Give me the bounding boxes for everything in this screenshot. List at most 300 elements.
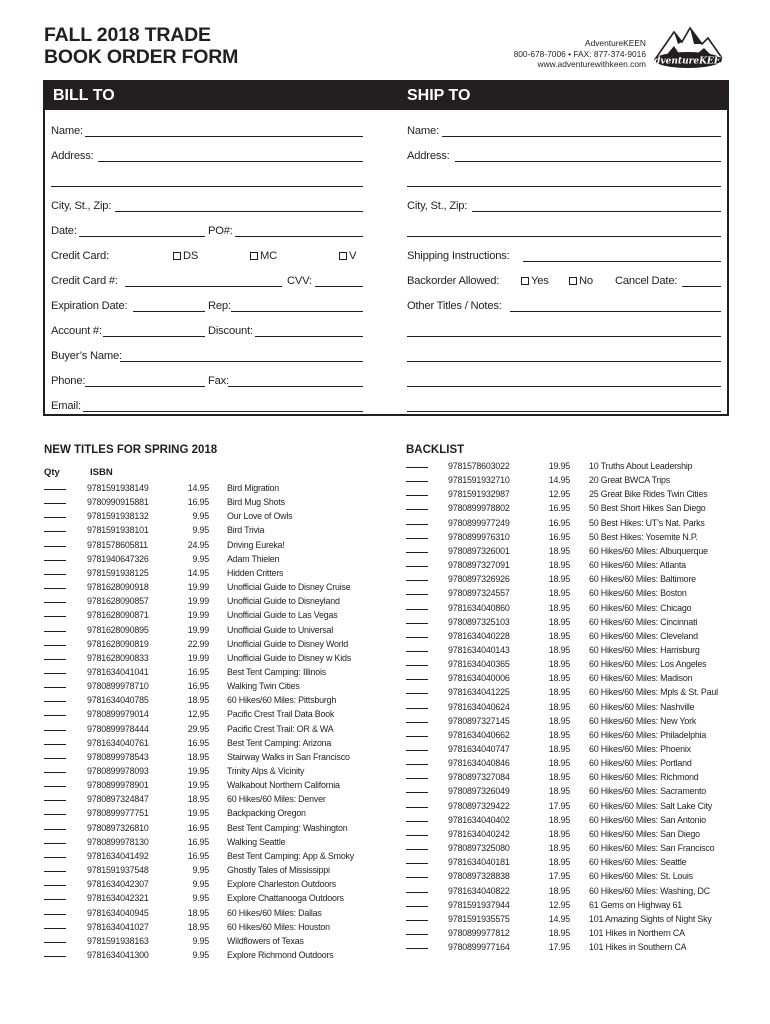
qty-field[interactable] [44, 588, 66, 589]
qty-field[interactable] [406, 580, 428, 581]
qty-field[interactable] [44, 857, 66, 858]
qty-field[interactable] [406, 750, 428, 751]
fax-field[interactable] [228, 386, 363, 387]
email-label: Email: [51, 400, 81, 412]
qty-field[interactable] [406, 835, 428, 836]
qty-field[interactable] [44, 885, 66, 886]
qty-field[interactable] [406, 920, 428, 921]
book-row [406, 827, 731, 841]
qty-field[interactable] [406, 792, 428, 793]
qty-field[interactable] [44, 517, 66, 518]
qty-field[interactable] [406, 778, 428, 779]
book-row [406, 615, 731, 629]
book-row [44, 651, 374, 665]
qty-field[interactable] [44, 772, 66, 773]
qty-field[interactable] [44, 758, 66, 759]
no-checkbox[interactable] [569, 277, 577, 285]
backorder-yes-option[interactable] [521, 275, 549, 288]
isbn-cell: 9780899976310 [448, 531, 510, 542]
title-cell: 60 Hikes/60 Miles: New York [589, 715, 697, 726]
qty-field[interactable] [44, 645, 66, 646]
qty-field[interactable] [406, 877, 428, 878]
notes-line-4[interactable] [407, 411, 721, 412]
qty-field[interactable] [406, 481, 428, 482]
isbn-cell: 9781634040365 [448, 659, 510, 670]
isbn-cell: 9781591938101 [87, 525, 149, 536]
book-row [406, 601, 731, 615]
qty-field[interactable] [44, 730, 66, 731]
qty-field[interactable] [44, 899, 66, 900]
price-cell: 18.95 [548, 560, 570, 571]
title-cell: Our Love of Owls [227, 511, 293, 522]
title-cell: 60 Hikes/60 Miles: Baltimore [589, 574, 696, 585]
price-cell: 18.95 [548, 857, 570, 868]
card-number-label: Credit Card #: [51, 275, 118, 287]
book-row [44, 566, 374, 580]
rep-label: Rep: [208, 300, 231, 312]
cancel-date-field[interactable] [682, 286, 721, 287]
shipping-instructions-field[interactable] [523, 261, 721, 262]
price-cell: 16.95 [187, 681, 209, 692]
title-cell: Ghostly Tales of Mississippi [227, 865, 330, 876]
book-row [406, 558, 731, 572]
email-field[interactable] [83, 411, 363, 412]
title-cell: 60 Hikes/60 Miles: Cincinnati [589, 616, 698, 627]
title-cell: 60 Hikes/60 Miles: San Diego [589, 828, 700, 839]
other-titles-label: Other Titles / Notes: [407, 300, 502, 312]
qty-field[interactable] [406, 722, 428, 723]
qty-field[interactable] [44, 744, 66, 745]
qty-field[interactable] [406, 509, 428, 510]
title-cell: Hidden Critters [227, 567, 284, 578]
qty-field[interactable] [406, 849, 428, 850]
price-cell: 18.95 [548, 715, 570, 726]
qty-field[interactable] [44, 843, 66, 844]
title-cell: Best Tent Camping: Arizona [227, 737, 332, 748]
title-cell: Explore Charleston Outdoors [227, 879, 337, 890]
price-cell: 18.95 [548, 828, 570, 839]
rep-field[interactable] [231, 311, 363, 312]
book-row [406, 799, 731, 813]
price-cell: 19.99 [187, 610, 209, 621]
ds-option[interactable] [173, 250, 198, 263]
price-cell: 16.95 [187, 666, 209, 677]
book-row [406, 841, 731, 855]
qty-field[interactable] [44, 701, 66, 702]
qty-field[interactable] [406, 623, 428, 624]
other-titles-field[interactable] [510, 311, 721, 312]
price-cell: 14.95 [187, 567, 209, 578]
bill-address-field[interactable] [98, 161, 363, 162]
book-row [44, 707, 374, 721]
price-cell: 18.95 [187, 751, 209, 762]
book-row [406, 487, 731, 501]
qty-field[interactable] [406, 693, 428, 694]
price-cell: 18.95 [548, 659, 570, 670]
notes-line-1[interactable] [407, 336, 721, 337]
isbn-cell: 9781591937944 [448, 899, 510, 910]
price-cell: 9.95 [192, 935, 209, 946]
qty-field[interactable] [44, 574, 66, 575]
price-cell: 24.95 [187, 539, 209, 550]
book-row [44, 693, 374, 707]
book-row [44, 835, 374, 849]
backorder-no-option[interactable] [569, 275, 593, 288]
v-option[interactable] [339, 250, 356, 263]
book-row [44, 821, 374, 835]
isbn-column-header: ISBN [90, 467, 113, 478]
isbn-cell: 9780899978130 [87, 836, 149, 847]
book-row [406, 926, 731, 940]
title-line-2: BOOK ORDER FORM [44, 46, 239, 68]
qty-field[interactable] [406, 651, 428, 652]
isbn-cell: 9780899977249 [448, 517, 510, 528]
buyer-name-field[interactable] [120, 361, 363, 362]
box-header-band [45, 82, 727, 110]
book-row [406, 685, 731, 699]
price-cell: 9.95 [192, 865, 209, 876]
title-cell: 60 Hikes/60 Miles: Philadelphia [589, 729, 707, 740]
book-row [406, 530, 731, 544]
isbn-cell: 9781591938149 [87, 483, 149, 493]
cvv-label: CVV: [287, 275, 312, 287]
title-cell: Driving Eureka! [227, 539, 285, 550]
book-row [406, 869, 731, 883]
title-line-1: FALL 2018 TRADE [44, 24, 211, 46]
title-cell: Unofficial Guide to Universal [227, 624, 334, 635]
price-cell: 18.95 [548, 885, 570, 896]
price-cell: 22.99 [187, 638, 209, 649]
title-cell: 60 Hikes/60 Miles: St. Louis [589, 871, 693, 882]
title-cell: 60 Hikes/60 Miles: Cleveland [589, 630, 698, 641]
qty-field[interactable] [44, 928, 66, 929]
price-cell: 19.95 [187, 766, 209, 776]
isbn-cell: 9780899977751 [87, 808, 149, 819]
isbn-cell: 9781628090819 [87, 638, 149, 649]
isbn-cell: 9781634040822 [448, 885, 510, 896]
card-number-field[interactable] [125, 286, 282, 287]
title-cell: Unofficial Guide to Disneyland [227, 596, 340, 607]
price-cell: 14.95 [548, 913, 570, 924]
book-row [406, 714, 731, 728]
isbn-cell: 9780897327084 [448, 772, 510, 783]
qty-field[interactable] [44, 786, 66, 787]
qty-field[interactable] [44, 531, 66, 532]
fax-label: Fax: [208, 375, 229, 387]
isbn-cell: 9781634041492 [87, 850, 149, 861]
isbn-cell: 9781628090918 [87, 582, 149, 593]
price-cell: 18.95 [548, 927, 570, 938]
price-cell: 18.95 [548, 588, 570, 599]
ship-address-label: Address: [407, 150, 450, 162]
isbn-cell: 9781591938132 [87, 511, 149, 522]
price-cell: 12.95 [548, 489, 570, 500]
title-cell: 60 Hikes/60 Miles: San Antonio [589, 814, 706, 825]
shipping-instructions-label: Shipping Instructions: [407, 250, 510, 262]
qty-field[interactable] [44, 602, 66, 603]
qty-field[interactable] [406, 637, 428, 638]
price-cell: 16.95 [187, 850, 209, 861]
qty-field[interactable] [406, 892, 428, 893]
isbn-cell: 9780897327091 [448, 560, 510, 571]
isbn-cell: 9781591938163 [87, 935, 149, 946]
qty-field[interactable] [44, 616, 66, 617]
price-cell: 18.95 [548, 744, 570, 754]
price-cell: 16.95 [187, 497, 209, 508]
ds-checkbox[interactable] [173, 252, 181, 260]
qty-field[interactable] [406, 524, 428, 525]
isbn-cell: 9780899978543 [87, 751, 149, 762]
book-row [44, 580, 374, 594]
price-cell: 18.95 [548, 644, 570, 655]
ship-extra-line[interactable] [407, 236, 721, 237]
qty-field[interactable] [44, 956, 66, 957]
qty-field[interactable] [406, 821, 428, 822]
isbn-cell: 9781634041225 [448, 687, 510, 698]
qty-field[interactable] [44, 871, 66, 872]
bill-to-heading: BILL TO [53, 87, 115, 104]
ship-name-label: Name: [407, 125, 439, 137]
title-cell: 60 Hikes/60 Miles: Harrisburg [589, 644, 700, 655]
title-cell: 101 Hikes in Northern CA [589, 927, 685, 938]
book-row [44, 948, 374, 962]
qty-field[interactable] [406, 934, 428, 935]
isbn-cell: 9781591938125 [87, 567, 149, 578]
v-label: V [349, 250, 357, 262]
qty-field[interactable] [44, 942, 66, 943]
qty-field[interactable] [44, 715, 66, 716]
title-cell: 50 Best Hikes: UT’s Nat. Parks [589, 517, 705, 528]
price-cell: 18.95 [548, 786, 570, 797]
ds-label: DS [183, 250, 199, 262]
title-cell: Bird Mug Shots [227, 497, 285, 508]
qty-field[interactable] [406, 764, 428, 765]
price-cell: 18.95 [548, 687, 570, 698]
price-cell: 18.95 [548, 814, 570, 825]
qty-field[interactable] [406, 538, 428, 539]
qty-field[interactable] [406, 906, 428, 907]
title-cell: 25 Great Bike Rides Twin Cities [589, 489, 708, 500]
ship-name-field[interactable] [442, 136, 721, 137]
book-row [406, 516, 731, 530]
qty-field[interactable] [406, 594, 428, 595]
book-row [406, 629, 731, 643]
title-cell: 60 Hikes/60 Miles: Madison [589, 673, 693, 684]
qty-field[interactable] [406, 609, 428, 610]
form-title [44, 24, 238, 68]
title-cell: Explore Richmond Outdoors [227, 949, 334, 960]
price-cell: 16.95 [548, 531, 570, 542]
adventurekeen-logo [647, 22, 729, 72]
backorder-label: Backorder Allowed: [407, 275, 500, 287]
qty-field[interactable] [406, 566, 428, 567]
title-cell: 10 Truths About Leadership [589, 461, 693, 471]
isbn-cell: 9781634040846 [448, 758, 510, 769]
title-cell: 101 Amazing Sights of Night Sky [589, 913, 712, 924]
qty-field[interactable] [406, 807, 428, 808]
isbn-cell: 9781634040242 [448, 828, 510, 839]
price-cell: 18.95 [548, 758, 570, 769]
book-row [406, 572, 731, 586]
book-row [44, 750, 374, 764]
notes-line-2[interactable] [407, 361, 721, 362]
qty-field[interactable] [44, 814, 66, 815]
book-row [44, 608, 374, 622]
qty-field[interactable] [44, 631, 66, 632]
isbn-cell: 9781578603022 [448, 461, 510, 471]
qty-field[interactable] [406, 863, 428, 864]
qty-field[interactable] [406, 495, 428, 496]
isbn-cell: 9781634040662 [448, 729, 510, 740]
price-cell: 18.95 [548, 729, 570, 740]
qty-field[interactable] [44, 800, 66, 801]
title-cell: Pacific Crest Trail Data Book [227, 709, 335, 720]
title-cell: 60 Hikes/60 Miles: Sacramento [589, 786, 707, 797]
title-cell: Unofficial Guide to Disney w Kids [227, 652, 351, 663]
title-cell: 20 Great BWCA Trips [589, 475, 671, 486]
qty-field[interactable] [406, 552, 428, 553]
isbn-cell: 9781591937548 [87, 865, 149, 876]
price-cell: 16.95 [187, 836, 209, 847]
price-cell: 14.95 [187, 483, 209, 493]
isbn-cell: 9781634042307 [87, 879, 149, 890]
book-row [406, 700, 731, 714]
price-cell: 9.95 [192, 949, 209, 960]
isbn-cell: 9780897328838 [448, 871, 510, 882]
qty-field[interactable] [44, 546, 66, 547]
isbn-cell: 9780899978710 [87, 681, 149, 692]
qty-field[interactable] [44, 489, 66, 490]
title-cell: 60 Hikes/60 Miles: Pittsburgh [227, 695, 337, 706]
date-field[interactable] [79, 236, 205, 237]
book-row [44, 806, 374, 820]
book-row [44, 495, 374, 509]
title-cell: Unofficial Guide to Las Vegas [227, 610, 338, 621]
discount-label: Discount: [208, 325, 253, 337]
ship-city-field[interactable] [472, 211, 721, 212]
price-cell: 9.95 [192, 511, 209, 522]
ship-address-field[interactable] [455, 161, 721, 162]
isbn-cell: 9781578605811 [87, 539, 148, 550]
cvv-field[interactable] [315, 286, 363, 287]
company-web: www.adventurewithkeen.com [537, 59, 646, 70]
book-row [406, 657, 731, 671]
account-field[interactable] [103, 336, 205, 337]
book-row [406, 671, 731, 685]
isbn-cell: 9780897326810 [87, 822, 149, 833]
qty-field[interactable] [406, 467, 428, 468]
discount-field[interactable] [255, 336, 363, 337]
qty-field[interactable] [44, 503, 66, 504]
title-cell: Best Tent Camping: App & Smoky [227, 850, 355, 861]
price-cell: 19.99 [187, 652, 209, 663]
qty-field[interactable] [44, 560, 66, 561]
mc-label: MC [260, 250, 277, 262]
book-row [44, 623, 374, 637]
price-cell: 18.95 [548, 602, 570, 613]
no-label: No [579, 275, 593, 287]
book-row [44, 665, 374, 679]
price-cell: 18.95 [548, 843, 570, 854]
qty-field[interactable] [44, 687, 66, 688]
qty-field[interactable] [406, 665, 428, 666]
title-cell: 101 Hikes in Southern CA [589, 942, 687, 953]
qty-field[interactable] [406, 708, 428, 709]
price-cell: 19.99 [187, 582, 209, 593]
bill-name-field[interactable] [85, 136, 363, 137]
title-cell: Wildflowers of Texas [227, 935, 304, 946]
isbn-cell: 9780990915881 [87, 497, 149, 508]
title-cell: 50 Best Short Hikes San Diego [589, 503, 706, 514]
price-cell: 16.95 [187, 737, 209, 748]
company-name: AdventureKEEN [585, 38, 646, 48]
price-cell: 9.95 [192, 525, 209, 536]
title-cell: 60 Hikes/60 Miles: Denver [227, 794, 326, 805]
expiration-label: Expiration Date: [51, 300, 128, 312]
price-cell: 19.99 [187, 624, 209, 635]
title-cell: 60 Hikes/60 Miles: Nashville [589, 701, 695, 712]
po-label: PO#: [208, 225, 233, 237]
yes-checkbox[interactable] [521, 277, 529, 285]
address-box [43, 80, 729, 416]
title-cell: 60 Hikes/60 Miles: San Francisco [589, 843, 715, 854]
phone-field[interactable] [85, 386, 205, 387]
isbn-cell: 9781634041027 [87, 921, 149, 932]
mc-option[interactable] [250, 250, 277, 263]
book-row [406, 459, 731, 473]
book-row [44, 523, 374, 537]
isbn-cell: 9781634042321 [87, 893, 149, 904]
book-row [406, 898, 731, 912]
isbn-cell: 9781628090895 [87, 624, 149, 635]
book-row [406, 884, 731, 898]
title-cell: Best Tent Camping: Washington [227, 822, 348, 833]
book-row [44, 934, 374, 948]
price-cell: 18.95 [548, 673, 570, 684]
qty-field[interactable] [406, 679, 428, 680]
mc-checkbox[interactable] [250, 252, 258, 260]
qty-field[interactable] [406, 948, 428, 949]
ship-address-field-2[interactable] [407, 186, 721, 187]
title-cell: 60 Hikes/60 Miles: Chicago [589, 602, 692, 613]
book-row [406, 813, 731, 827]
qty-field[interactable] [44, 914, 66, 915]
book-row [44, 481, 374, 495]
isbn-cell: 9781634040785 [87, 695, 149, 706]
po-field[interactable] [235, 236, 363, 237]
qty-field[interactable] [406, 736, 428, 737]
isbn-cell: 9780899978802 [448, 503, 510, 514]
title-cell: 60 Hikes/60 Miles: Richmond [589, 772, 699, 783]
title-cell: Explore Chattanooga Outdoors [227, 893, 344, 904]
book-row [44, 778, 374, 792]
qty-field[interactable] [44, 829, 66, 830]
bill-address-field-2[interactable] [51, 186, 363, 187]
qty-field[interactable] [44, 673, 66, 674]
book-row [44, 891, 374, 905]
notes-line-3[interactable] [407, 386, 721, 387]
isbn-cell: 9780897326926 [448, 574, 510, 585]
qty-field[interactable] [44, 659, 66, 660]
price-cell: 14.95 [548, 475, 570, 486]
v-checkbox[interactable] [339, 252, 347, 260]
price-cell: 18.95 [548, 574, 570, 585]
expiration-field[interactable] [133, 311, 205, 312]
title-cell: Pacific Crest Trail: OR & WA [227, 723, 334, 734]
title-cell: 60 Hikes/60 Miles: Portland [589, 758, 692, 769]
title-cell: 60 Hikes/60 Miles: Salt Lake City [589, 800, 713, 811]
bill-city-field[interactable] [115, 211, 363, 212]
